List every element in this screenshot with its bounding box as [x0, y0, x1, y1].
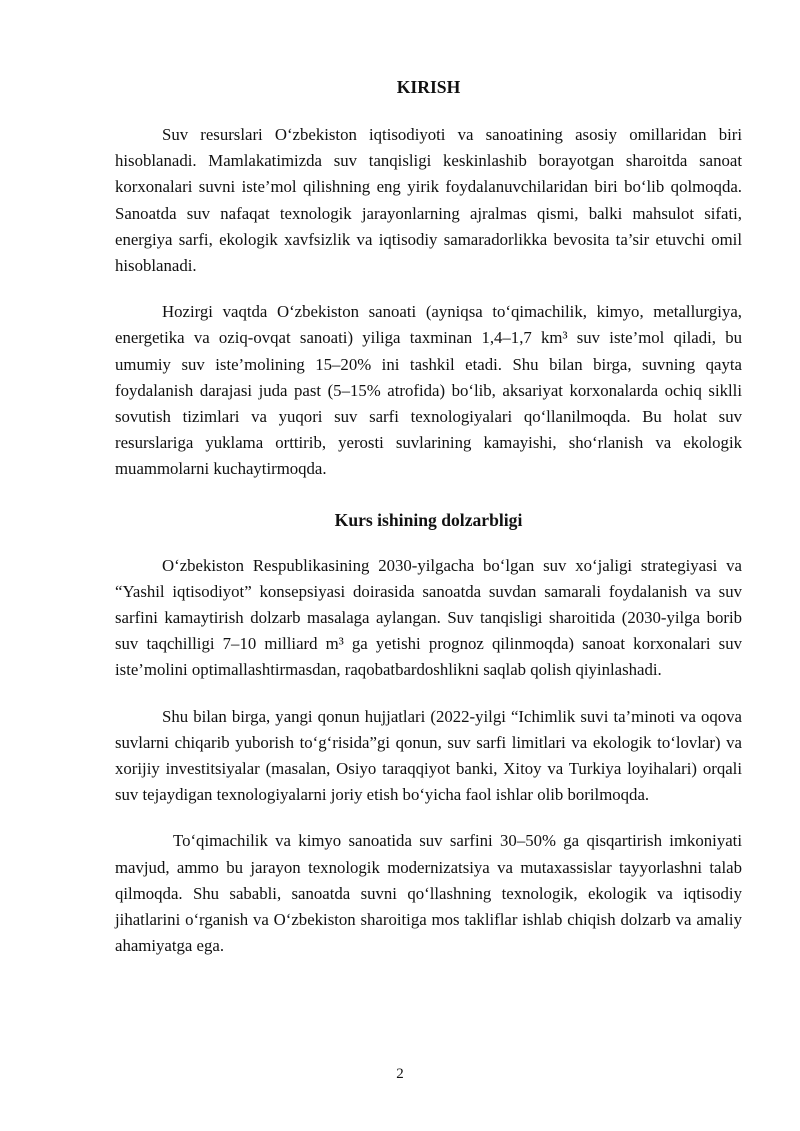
- page-title: KIRISH: [396, 77, 461, 97]
- intro-paragraph-2: Hozirgi vaqtda O‘zbekiston sanoati (ayniqsa to‘qimachilik, kimyo, metallurgiya, energetika va oziq-ovqat sanoati) yiliga taxminan 1,4–1,7 km³ suv iste’mol qiladi, bu umumiy suv iste’molining 15–20% ini tashkil etadi. Shu bilan birga, suvning qayta foydalanish darajasi juda past (5–15% atrofida) bo‘lib, aksariyat korxonalarda ochiq siklli sovutish tizimlari va yuqori suv sarfi texnologiyalari qo‘llanilmoqda. Bu holat suv resurslariga yuklama orttirib, yerosti suvlarining kamayishi, sho‘rlanish va ekologik muammolarni kuchaytirmoqda.: [115, 302, 742, 479]
- section-title: Kurs ishining dolzarbligi: [334, 509, 523, 530]
- page-number: 2: [396, 1066, 404, 1082]
- intro-paragraph-1: Suv resurslari O‘zbekiston iqtisodiyoti va sanoatining asosiy omillaridan biri hisoblanadi. Mamlakatimizda suv tanqisligi keskinlashib borayotgan sharoitda sanoat korxonalari suvni iste’mol qilishning eng yirik foydalanuvchilaridan biri bo‘lib qolmoqda. Sanoatda suv nafaqat texnologik jarayonlarning ajralmas qismi, balki mahsulot sifati, energiya sarfi, ekologik xavfsizlik va iqtisodiy samaradorlikka bevosita ta’sir etuvchi omil hisoblanadi.: [115, 125, 742, 276]
- section-paragraph-1: O‘zbekiston Respublikasining 2030-yilgacha bo‘lgan suv xo‘jaligi strategiyasi va “Yashil iqtisodiyot” konsepsiyasi doirasida sanoatda suvdan samarali foydalanish va suv sarfini kamaytirish dolzarb masalaga aylangan. Suv tanqisligi sharoitida (2030-yilga borib suv taqchilligi 7–10 milliard m³ ga yetishi prognoz qilinmoqda) sanoat korxonalari suv iste’molini optimallashtirmasdan, raqobatbardoshlikni saqlab qolish qiyinlashadi.: [115, 555, 742, 680]
- section-paragraph-2: Shu bilan birga, yangi qonun hujjatlari (2022-yilgi “Ichimlik suvi ta’minoti va oqova suvlarni chiqarib yuborish to‘g‘risida”gi qonun, suv sarfi limitlari va ekologik to‘lovlar) va xorijiy investitsiyalar (masalan, Osiyo taraqqiyot banki, Xitoy va Turkiya loyihalari) orqali suv tejaydigan texnologiyalarni joriy etish bo‘yicha faol ishlar olib borilmoqda.: [115, 706, 742, 805]
- document-page: [115, 74, 742, 979]
- section-paragraph-3: To‘qimachilik va kimyo sanoatida suv sarfini 30–50% ga qisqartirish imkoniyati mavjud, ammo bu jarayon texnologik modernizatsiya va mutaxassislar tayyorlashni talab qilmoqda. Shu sababli, sanoatda suvni qo‘llashning texnologik, ekologik va iqtisodiy jihatlarini o‘rganish va O‘zbekiston sharoitiga mos takliflar ishlab chiqish dolzarb va amaliy ahamiyatga ega.: [115, 831, 742, 956]
